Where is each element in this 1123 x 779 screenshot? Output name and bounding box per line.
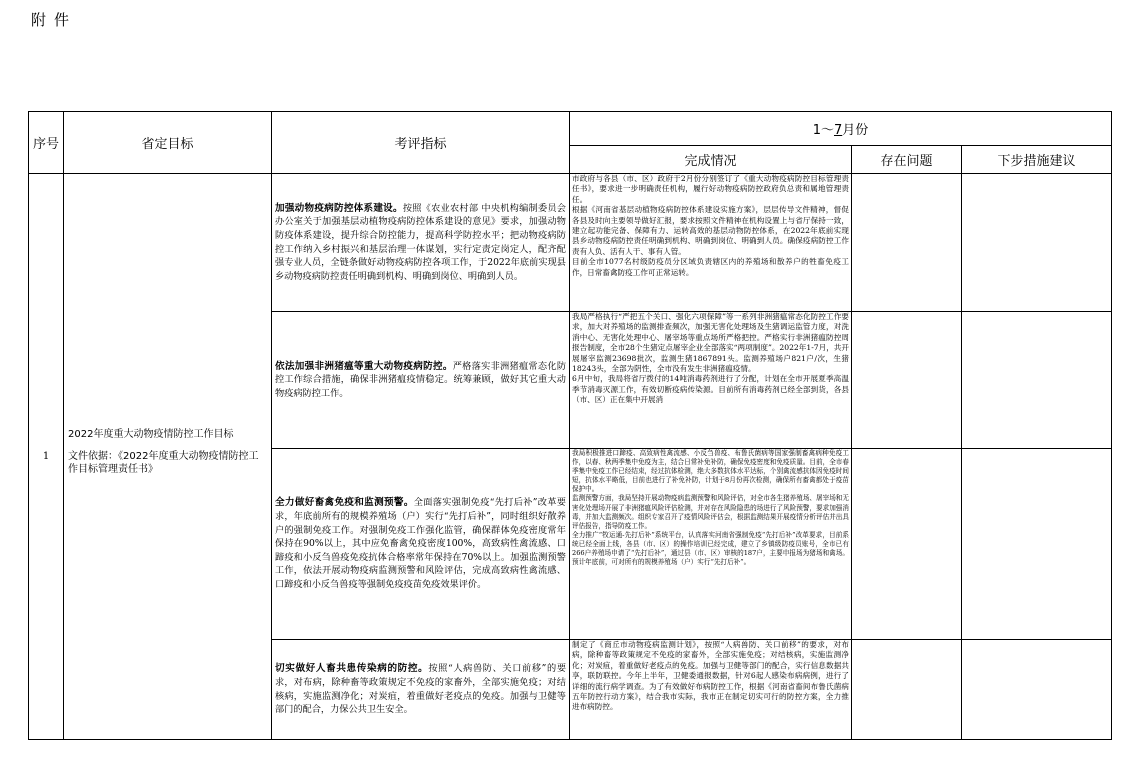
next-steps-cell xyxy=(962,174,1112,312)
completion-cell xyxy=(570,312,852,449)
completion-paragraph: 根据《河南省基层动植物疫病防控体系建设实施方案》，层层传导文件精神，督促各县及时向主要领导做好汇报，要求按照文件精神在机构设置上与省厅保持一致，建立起功能完备、保障有力、运转高效的基层动物防控体系，在2022年底前实现县乡动物疫病防控责任明确到机构、明确到岗位、明确到人员。确保疫病防控工作责有人负、活有人干、事有人管。 xyxy=(572,205,849,256)
header-seq: 序号 xyxy=(29,112,64,174)
attachment-label: 附件 xyxy=(31,11,78,29)
row-target xyxy=(64,174,272,740)
completion-paragraph: 我局积极推进口蹄疫、高致病性禽流感、小反刍兽疫、布鲁氏菌病等国家强制畜禽病种免疫工作，以春、秋两季集中免疫为主，结合日常补免补防，确保免疫密度和免疫质量。目前，全市春季集中免疫工作已经结束，经过抗体检测，绝大多数抗体水平达标，个别禽流感抗体因免疫时间短，抗体水平略低，目前也进行了补免补防，计划于8月份再次检测，确保所有畜禽都处于疫苗保护中。 xyxy=(572,449,849,494)
header-problems: 存在问题 xyxy=(852,146,962,174)
period-suffix: 月份 xyxy=(842,123,869,138)
header-indicator: 考评指标 xyxy=(272,112,570,174)
indicator-text: 全面落实强制免疫“先打后补”改革要求，年底前所有的规模养殖场（户）实行“先打后补”，同时组织好散养户的强制免疫工作。对强制免疫工作强化监管，确保群体免疫密度常年保持在90%以上，其中应免畜禽免疫密度100%，高致病性禽流感、口蹄疫和小反刍兽疫免疫抗体合格率常年保持在70%以上。加强监测预警工作，依法开展动物疫病监测预警和风险评估，完成高致病性禽流感、口蹄疫和小反刍兽疫等强制免疫疫苗免疫效果评价。 xyxy=(275,497,566,590)
problems-cell xyxy=(852,449,962,640)
indicator-cell xyxy=(272,174,570,312)
table-row xyxy=(29,174,1112,312)
indicator-cell xyxy=(272,312,570,449)
completion-cell xyxy=(570,640,852,740)
completion-paragraph: 全力推广“牧运通-先打后补”系统平台，认真落实河南省强制免疫“先打后补”改革要求，目前系统已经全面上线，各县（市、区）的操作培训已经完成，建立了乡镇级防疫员账号，全市已有266户养殖场申请了“先打后补”，通过县（市、区）审核的187户，主要申报场为猪场和禽场。预计年底前，可对所有的规模养殖场（户）实行“先打后补”。 xyxy=(572,530,849,567)
completion-cell xyxy=(570,449,852,640)
completion-paragraph: 目前全市1077名村级防疫员分区域负责辖区内的养殖场和散养户的牲畜免疫工作，日常畜禽防疫工作可正常运转。 xyxy=(572,257,849,277)
row-seq: 1 xyxy=(29,174,64,740)
indicator-cell xyxy=(272,640,570,740)
next-steps-cell xyxy=(962,640,1112,740)
indicator-title: 依法加强非洲猪瘟等重大动物疫病防控。 xyxy=(275,360,453,372)
indicator-text: 严格落实非洲猪瘟常态化防控工作综合措施，确保非洲猪瘟疫情稳定。统筹兼顾，做好其它重大动物疫病防控工作。 xyxy=(275,360,567,399)
problems-cell xyxy=(852,640,962,740)
completion-paragraph: 制定了《商丘市动物疫病监测计划》，按照“人病兽防、关口前移”的要求，对布病，除种畜等政策规定不免疫的家畜外，全部实施免疫；对结核病，实施监测净化；对炭疽，着重做好老疫点的免疫。加强与卫健等部门的配合，实行信息数据共享，联防联控。今年上半年，卫健委通报数据，针对6起人感染布病病例，进行了详细的流行病学调查。为了有效做好布病防控工作，根据《河南省畜间布鲁氏菌病五年防控行动方案》，结合我市实际，我市正在制定切实可行的防控方案，全力推进布病防控。 xyxy=(572,640,849,712)
indicator-title: 切实做好人畜共患传染病的防控。 xyxy=(275,663,429,675)
period-prefix: 1～ xyxy=(812,123,834,138)
header-next-steps: 下步措施建议 xyxy=(962,146,1112,174)
indicator-title: 加强动物疫病防控体系建设。 xyxy=(275,202,403,214)
header-period xyxy=(570,112,1112,146)
problems-cell xyxy=(852,174,962,312)
completion-paragraph: 6月中旬，我局将省厅拨付的14吨消毒药剂进行了分配，计划在全市开展夏季高温季节消毒灭源工作，有效切断疫病传染源。目前所有消毒药剂已经全部到货，各县（市、区）正在集中开展消 xyxy=(572,374,849,405)
completion-cell xyxy=(570,174,852,312)
completion-paragraph: 监测预警方面，我局坚持开展动物疫病监测预警和风险评估，对全市各生猪养殖场、屠宰场和无害化处理场开展了非洲猪瘟风险评估检测，并对存在风险隐患的场进行了风险预警，要求加强消毒，并加大监测频次。组织专家召开了疫情风险评估会，根据监测结果开展疫情分析评估并出具评估报告，指导防疫工作。 xyxy=(572,494,849,530)
completion-paragraph: 我局严格执行“严把五个关口、强化六项保障”等一系列非洲猪瘟常态化防控工作要求，加大对养殖场的监测排查频次，加强无害化处理场及生猪调运监管力度，对洗消中心、无害化处理中心、屠宰场等重点场所严格把控。严格实行非洲猪瘟防控周报告制度，全市28个生猪定点屠宰企业全部落实“两项制度”。2022年1-7月，共开展屠宰监测23698批次，监测生猪1867891头。监测养殖场户821户/次，生猪18243头，全部为阴性，全市没有发生非洲猪瘟疫情。 xyxy=(572,312,849,374)
problems-cell xyxy=(852,312,962,449)
completion-paragraph: 市政府与各县（市、区）政府于2月份分别签订了《重大动物疫病防控目标管理责任书》，要求进一步明确责任机构，履行好动物疫病防控政府负总责和属地管理责任。 xyxy=(572,174,849,204)
evaluation-table xyxy=(28,111,1112,740)
indicator-title: 全力做好畜禽免疫和监测预警。 xyxy=(275,497,414,509)
target-title: 2022年度重大动物疫情防控工作目标 xyxy=(68,429,234,440)
indicator-text: 按照《农业农村部 中央机构编制委员会办公室关于加强基层动植物疫病防控体系建设的意见》要求，加强动物防疫体系建设，提升综合防控能力，提高科学防控水平；把动物疫病防控工作纳入乡村振兴和基层治理一体谋划，实行定责定岗定人，配齐配强专业人员，全链条做好动物疫病防控各项工作，于2022年底前实现县乡动物疫病防控责任明确到机构、明确到岗位、明确到人员。 xyxy=(275,202,566,282)
target-basis: 文件依据：《2022年度重大动物疫情防控工作目标管理责任书》 xyxy=(68,451,259,475)
next-steps-cell xyxy=(962,312,1112,449)
header-target: 省定目标 xyxy=(64,112,272,174)
indicator-text: 按照“人病兽防、关口前移”的要求，对布病，除种畜等政策规定不免疫的家畜外，全部实施免疫；对结核病，实施监测净化；对炭疽，着重做好老疫点的免疫。加强与卫健等部门的配合，力保公共卫生安全。 xyxy=(275,663,567,716)
next-steps-cell xyxy=(962,449,1112,640)
period-month: 7 xyxy=(833,123,843,138)
header-completion: 完成情况 xyxy=(570,146,852,174)
indicator-cell xyxy=(272,449,570,640)
